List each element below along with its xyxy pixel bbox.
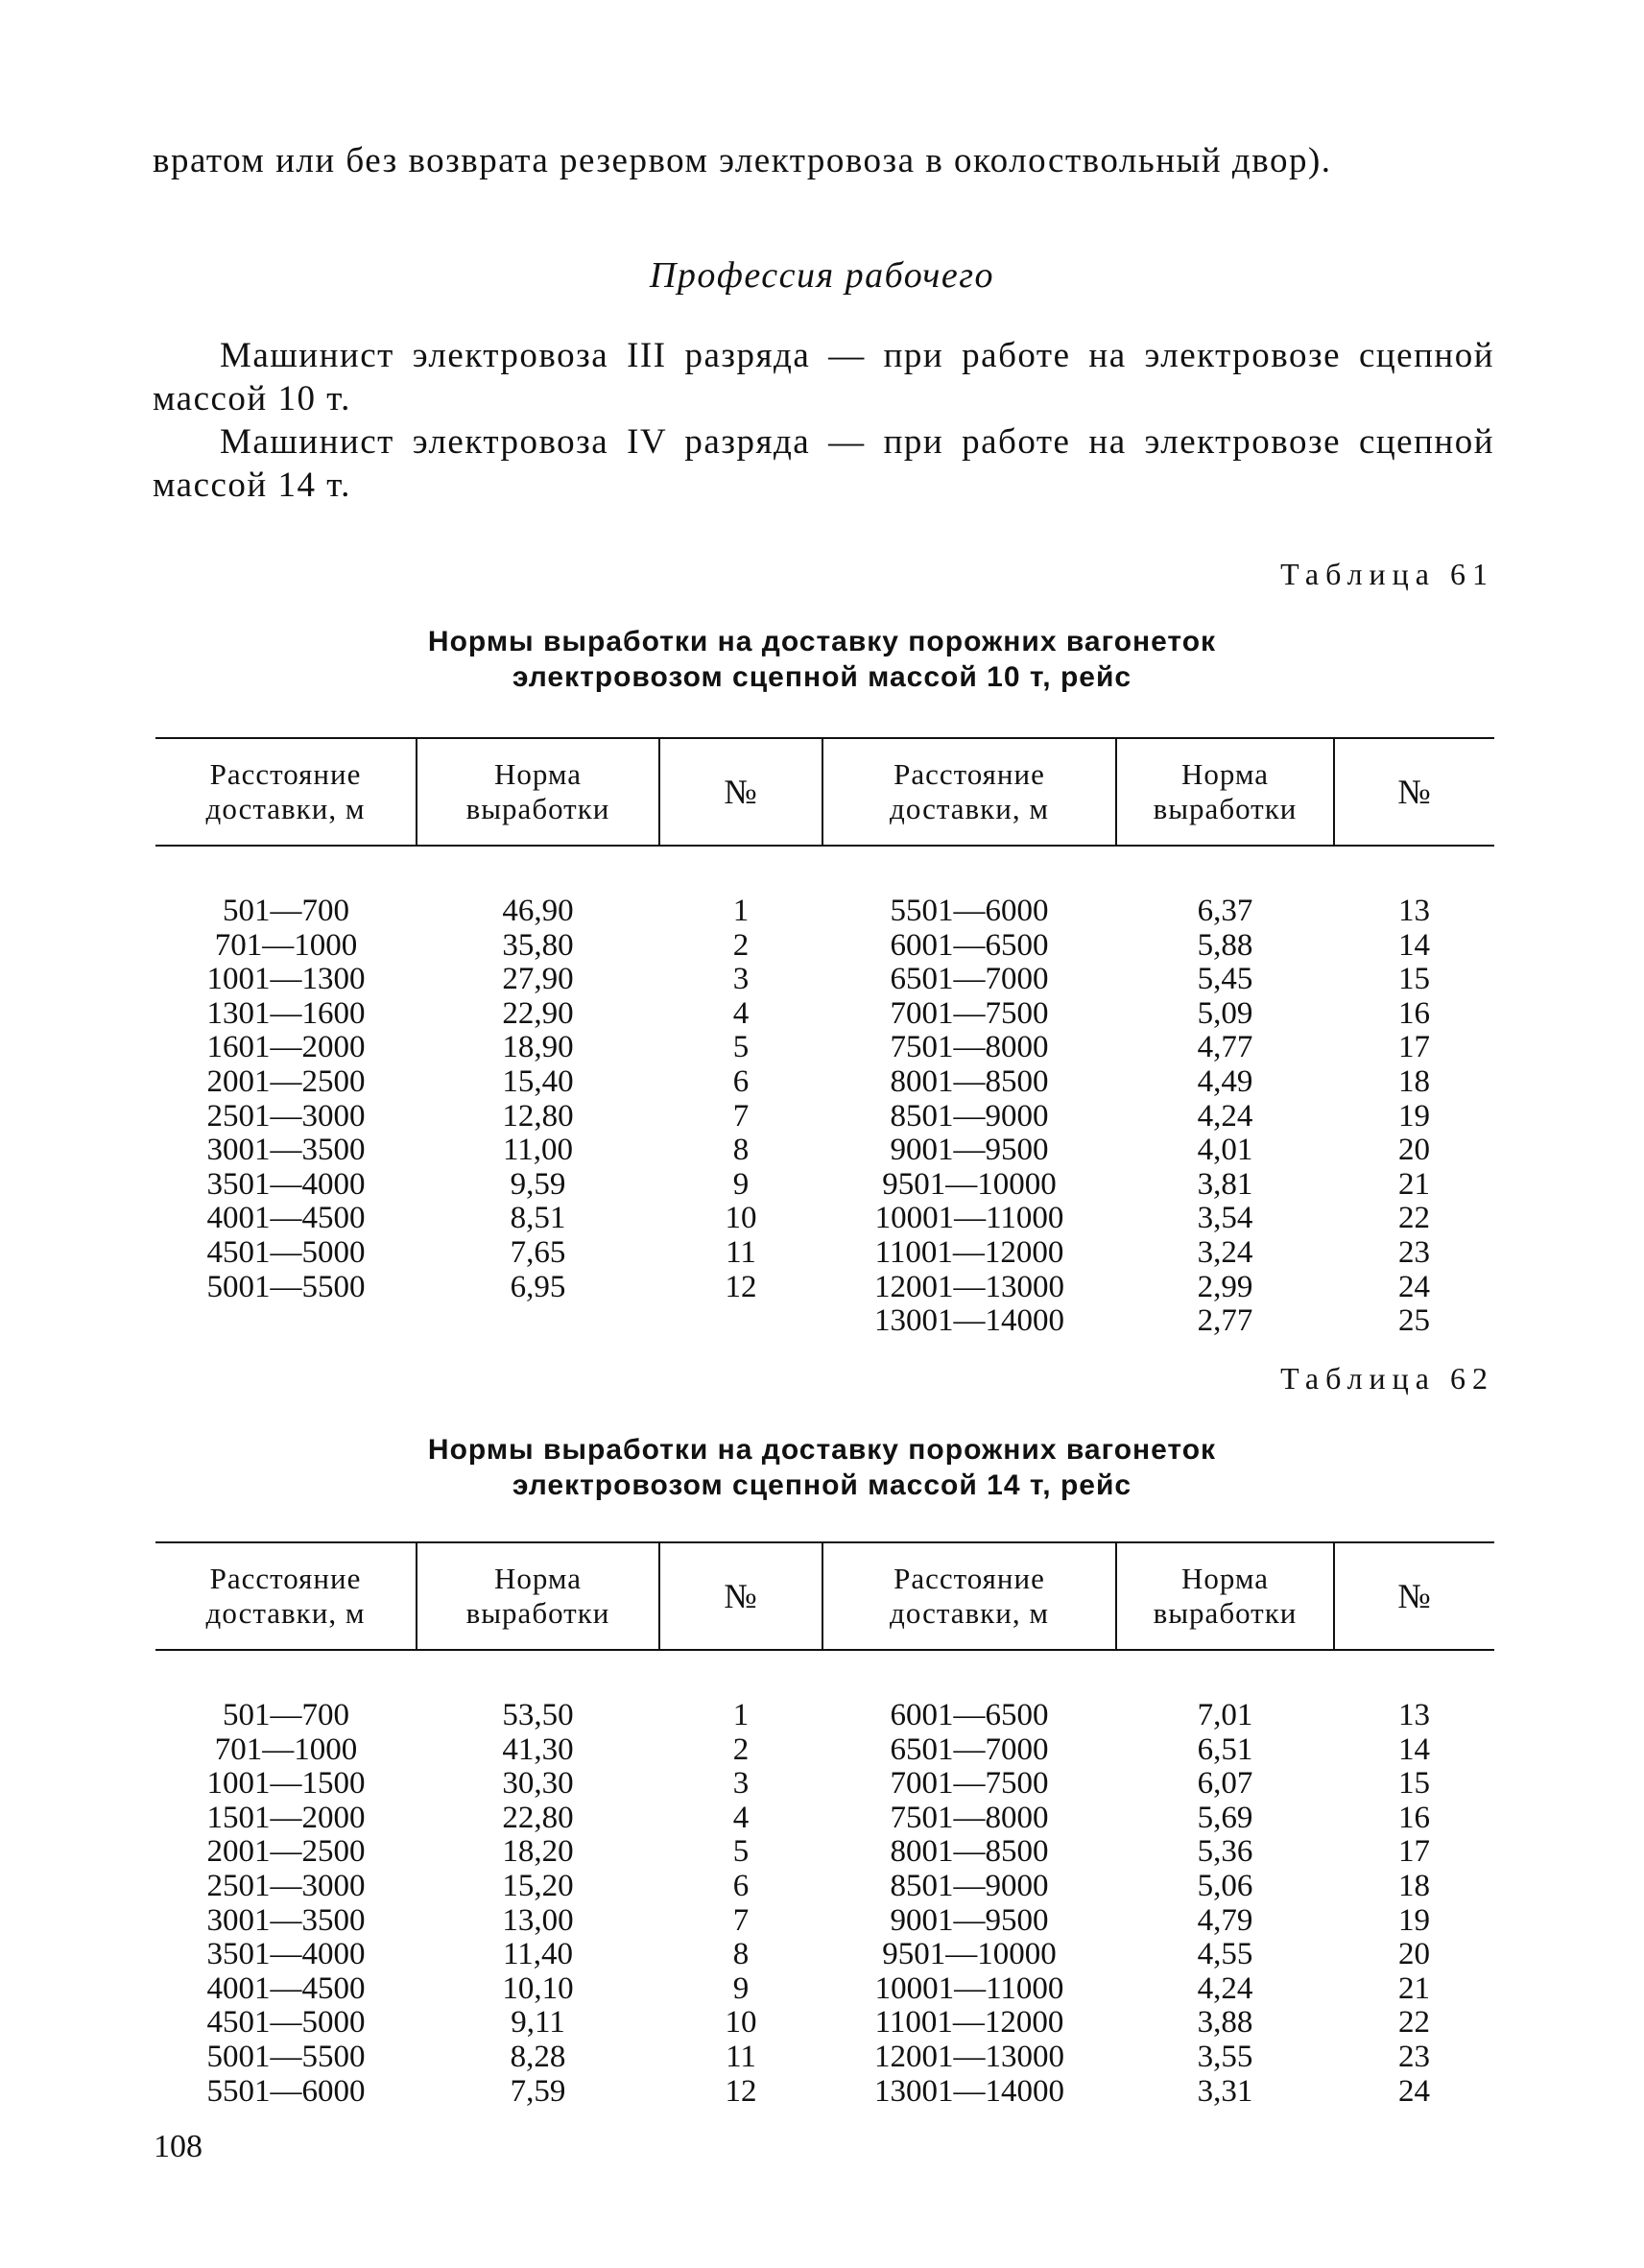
- column-header-number: №: [1334, 738, 1494, 846]
- table-row: [155, 1802, 1494, 1836]
- page-number: 108: [154, 2129, 203, 2164]
- table-row: [155, 1938, 1494, 1972]
- column-header-distance: Расстояние доставки, м: [155, 1542, 417, 1650]
- number-cell: 14: [1398, 1731, 1430, 1767]
- distance-cell: 2501—3000: [206, 1098, 366, 1134]
- table-61-title: [0, 624, 1644, 695]
- number-cell: 10: [725, 2005, 757, 2041]
- table-row: [155, 1972, 1494, 2007]
- number-cell: 18: [1398, 1868, 1430, 1903]
- distance-cell: 701—1000: [214, 1731, 358, 1767]
- norm-cell: 7,65: [510, 1234, 566, 1270]
- paragraph: Машинист электровоза III разряда — при работе на электровозе сцепной массой 10 т.: [153, 336, 1494, 418]
- table-row: [155, 1065, 1494, 1100]
- norm-cell: 13,00: [502, 1902, 574, 1938]
- distance-cell: 10001—11000: [874, 1970, 1064, 2006]
- column-header-distance: Расстояние доставки, м: [822, 1542, 1116, 1650]
- number-cell: 7: [732, 1902, 750, 1938]
- distance-cell: 13001—14000: [874, 2073, 1064, 2109]
- norm-cell: 11,00: [502, 1133, 574, 1168]
- number-cell: 13: [1398, 894, 1430, 928]
- distance-cell: 3501—4000: [206, 1166, 366, 1202]
- table-row: [155, 1870, 1494, 1904]
- number-cell: 25: [1398, 1303, 1430, 1339]
- norm-cell: 4,01: [1197, 1133, 1253, 1168]
- number-cell: 2: [732, 1731, 750, 1767]
- distance-cell: 7001—7500: [890, 1766, 1049, 1802]
- table-row: [155, 997, 1494, 1032]
- distance-cell: 1001—1500: [206, 1766, 366, 1802]
- distance-cell: 9001—9500: [890, 1902, 1049, 1938]
- title-line: электровозом сцепной массой 10 т, рейс: [512, 661, 1132, 693]
- norm-cell: 3,88: [1197, 2005, 1253, 2041]
- distance-cell: 5501—6000: [206, 2073, 366, 2109]
- norm-cell: 5,69: [1197, 1800, 1253, 1835]
- distance-cell: 11001—12000: [874, 1234, 1064, 1270]
- distance-cell: 7501—8000: [890, 1800, 1049, 1835]
- distance-cell: 501—700: [223, 1698, 349, 1732]
- table-row: [155, 1031, 1494, 1065]
- title-line: электровозом сцепной массой 14 т, рейс: [512, 1469, 1132, 1501]
- norm-cell: 2,99: [1197, 1269, 1253, 1304]
- norm-cell: 4,24: [1197, 1098, 1253, 1134]
- profession-paragraphs: [153, 334, 1494, 507]
- norm-cell: 3,24: [1197, 1234, 1253, 1270]
- table-row: [155, 2006, 1494, 2041]
- distance-cell: 6501—7000: [890, 962, 1049, 997]
- distance-cell: 4501—5000: [206, 2005, 366, 2041]
- number-cell: 1: [732, 1698, 750, 1732]
- distance-cell: 8001—8500: [890, 1063, 1049, 1099]
- number-cell: 18: [1398, 1063, 1430, 1099]
- table-row: [155, 1236, 1494, 1271]
- norm-cell: 5,45: [1197, 962, 1253, 997]
- table-62: [155, 1541, 1494, 2109]
- table-row: [155, 963, 1494, 997]
- distance-cell: 12001—13000: [874, 1269, 1064, 1304]
- number-cell: 9: [732, 1166, 750, 1202]
- norm-cell: 41,30: [502, 1731, 574, 1767]
- norm-cell: 7,59: [510, 2073, 566, 2109]
- intro-continuation: [153, 139, 1494, 182]
- norm-cell: 6,51: [1197, 1731, 1253, 1767]
- number-cell: 8: [732, 1133, 750, 1168]
- number-cell: 3: [732, 1766, 750, 1802]
- norm-cell: 10,10: [502, 1970, 574, 2006]
- norm-cell: 27,90: [502, 962, 574, 997]
- number-cell: 5: [732, 1834, 750, 1870]
- column-header-norm: Норма выработки: [1116, 1542, 1334, 1650]
- norm-cell: 18,20: [502, 1834, 574, 1870]
- number-cell: 19: [1398, 1902, 1430, 1938]
- norm-cell: 6,37: [1197, 894, 1253, 928]
- title-line: Нормы выработки на доставку порожних вагонеток: [427, 626, 1217, 657]
- norm-cell: [417, 1304, 659, 1339]
- norm-cell: 22,80: [502, 1800, 574, 1835]
- norm-cell: 46,90: [502, 894, 574, 928]
- number-cell: 12: [725, 1269, 757, 1304]
- table-row: [155, 1168, 1494, 1203]
- norm-cell: 12,80: [502, 1098, 574, 1134]
- norm-cell: 15,40: [502, 1063, 574, 1099]
- distance-cell: 6001—6500: [890, 927, 1049, 963]
- norm-cell: 3,81: [1197, 1166, 1253, 1202]
- number-cell: 4: [732, 995, 750, 1031]
- continuation-text: вратом или без возврата резервом электровоза в околоствольный двор).: [153, 141, 1332, 180]
- number-cell: 14: [1398, 927, 1430, 963]
- column-header-distance: Расстояние доставки, м: [155, 738, 417, 846]
- distance-cell: 8001—8500: [890, 1834, 1049, 1870]
- number-cell: 19: [1398, 1098, 1430, 1134]
- norm-cell: 53,50: [502, 1698, 574, 1732]
- table-row: [155, 2041, 1494, 2075]
- number-cell: 6: [732, 1063, 750, 1099]
- norm-cell: 5,09: [1197, 995, 1253, 1031]
- distance-cell: 13001—14000: [874, 1303, 1064, 1339]
- number-cell: 16: [1398, 1800, 1430, 1835]
- column-header-number: №: [659, 1542, 822, 1650]
- norm-cell: 15,20: [502, 1868, 574, 1903]
- norm-cell: 4,55: [1197, 1937, 1253, 1972]
- table-row: [155, 1100, 1494, 1134]
- table-row: [155, 1835, 1494, 1870]
- number-cell: 15: [1398, 1766, 1430, 1802]
- norm-cell: 3,31: [1197, 2073, 1253, 2109]
- distance-cell: 1001—1300: [206, 962, 366, 997]
- norm-cell: 4,24: [1197, 1970, 1253, 2006]
- distance-cell: 7501—8000: [890, 1030, 1049, 1065]
- number-cell: 17: [1398, 1834, 1430, 1870]
- number-cell: 8: [732, 1937, 750, 1972]
- table-row: [155, 1271, 1494, 1305]
- number-cell: 13: [1398, 1698, 1430, 1732]
- number-cell: 20: [1398, 1937, 1430, 1972]
- distance-cell: 11001—12000: [874, 2005, 1064, 2041]
- number-cell: 22: [1398, 1201, 1430, 1236]
- distance-cell: 5501—6000: [890, 894, 1049, 928]
- norm-cell: 3,55: [1197, 2039, 1253, 2074]
- number-cell: 2: [732, 927, 750, 963]
- table-row: [155, 929, 1494, 964]
- number-cell: 15: [1398, 962, 1430, 997]
- distance-cell: 2501—3000: [206, 1868, 366, 1903]
- distance-cell: 501—700: [223, 894, 349, 928]
- distance-cell: 1501—2000: [206, 1800, 366, 1835]
- table-row: [155, 1767, 1494, 1802]
- norm-cell: 18,90: [502, 1030, 574, 1065]
- distance-cell: 701—1000: [214, 927, 358, 963]
- norm-cell: 4,77: [1197, 1030, 1253, 1065]
- distance-cell: 3001—3500: [206, 1133, 366, 1168]
- distance-cell: 4501—5000: [206, 1234, 366, 1270]
- norm-cell: 3,54: [1197, 1201, 1253, 1236]
- distance-cell: 9501—10000: [882, 1166, 1057, 1202]
- number-cell: 4: [732, 1800, 750, 1835]
- table-row: [155, 1650, 1494, 1733]
- norm-cell: 8,28: [510, 2039, 566, 2074]
- distance-cell: 9501—10000: [882, 1937, 1057, 1972]
- number-cell: 21: [1398, 1166, 1430, 1202]
- number-cell: 7: [732, 1098, 750, 1134]
- distance-cell: 2001—2500: [206, 1063, 366, 1099]
- number-cell: 11: [726, 2039, 756, 2074]
- distance-cell: 9001—9500: [890, 1133, 1049, 1168]
- norm-cell: 6,95: [510, 1269, 566, 1304]
- table-row: [155, 1134, 1494, 1168]
- distance-cell: 8501—9000: [890, 1098, 1049, 1134]
- distance-cell: 5001—5500: [206, 1269, 366, 1304]
- distance-cell: 6001—6500: [890, 1698, 1049, 1732]
- norm-cell: 22,90: [502, 995, 574, 1031]
- norm-cell: 5,88: [1197, 927, 1253, 963]
- distance-cell: 2001—2500: [206, 1834, 366, 1870]
- number-cell: 5: [732, 1030, 750, 1065]
- norm-cell: 9,59: [510, 1166, 566, 1202]
- table-61: [155, 737, 1494, 1339]
- norm-cell: 30,30: [502, 1766, 574, 1802]
- distance-cell: 10001—11000: [874, 1201, 1064, 1236]
- distance-cell: 7001—7500: [890, 995, 1049, 1031]
- number-cell: 16: [1398, 995, 1430, 1031]
- table-61-label: Таблица 61: [1280, 557, 1494, 591]
- distance-cell: 3501—4000: [206, 1937, 366, 1972]
- distance-cell: 12001—13000: [874, 2039, 1064, 2074]
- distance-cell: 1301—1600: [206, 995, 366, 1031]
- column-header-distance: Расстояние доставки, м: [822, 738, 1116, 846]
- table-row: [155, 1304, 1494, 1339]
- number-cell: 9: [732, 1970, 750, 2006]
- norm-cell: 8,51: [510, 1201, 566, 1236]
- norm-cell: 6,07: [1197, 1766, 1253, 1802]
- table-row: [155, 1733, 1494, 1768]
- table-row: [155, 1202, 1494, 1236]
- title-line: Нормы выработки на доставку порожних вагонеток: [427, 1434, 1217, 1466]
- norm-cell: 7,01: [1197, 1698, 1253, 1732]
- table-62-title: [0, 1432, 1644, 1503]
- number-cell: 10: [725, 1201, 757, 1236]
- paragraph: Машинист электровоза IV разряда — при работе на электровозе сцепной массой 14 т.: [153, 422, 1494, 505]
- number-cell: 1: [732, 894, 750, 928]
- number-cell: 24: [1398, 1269, 1430, 1304]
- distance-cell: [155, 1304, 417, 1339]
- table-row: [155, 846, 1494, 929]
- distance-cell: 5001—5500: [206, 2039, 366, 2074]
- table-62-label: Таблица 62: [1280, 1361, 1494, 1396]
- norm-cell: 2,77: [1197, 1303, 1253, 1339]
- header-row: [155, 738, 1494, 846]
- norm-cell: 5,06: [1197, 1868, 1253, 1903]
- number-cell: 3: [732, 962, 750, 997]
- distance-cell: 1601—2000: [206, 1030, 366, 1065]
- number-cell: 23: [1398, 2039, 1430, 2074]
- norm-cell: 4,49: [1197, 1063, 1253, 1099]
- number-cell: [659, 1304, 822, 1339]
- distance-cell: 6501—7000: [890, 1731, 1049, 1767]
- distance-cell: 4001—4500: [206, 1201, 366, 1236]
- column-header-norm: Норма выработки: [1116, 738, 1334, 846]
- number-cell: 6: [732, 1868, 750, 1903]
- number-cell: 22: [1398, 2005, 1430, 2041]
- number-cell: 11: [726, 1234, 756, 1270]
- column-header-norm: Норма выработки: [417, 1542, 659, 1650]
- number-cell: 24: [1398, 2073, 1430, 2109]
- column-header-number: №: [1334, 1542, 1494, 1650]
- table-row: [155, 2075, 1494, 2110]
- norm-cell: 9,11: [511, 2005, 565, 2041]
- number-cell: 12: [725, 2073, 757, 2109]
- column-header-norm: Норма выработки: [417, 738, 659, 846]
- number-cell: 17: [1398, 1030, 1430, 1065]
- number-cell: 20: [1398, 1133, 1430, 1168]
- number-cell: 23: [1398, 1234, 1430, 1270]
- norm-cell: 35,80: [502, 927, 574, 963]
- norm-cell: 11,40: [502, 1937, 574, 1972]
- distance-cell: 4001—4500: [206, 1970, 366, 2006]
- norm-cell: 4,79: [1197, 1902, 1253, 1938]
- section-heading: Профессия рабочего: [649, 255, 995, 296]
- distance-cell: 3001—3500: [206, 1902, 366, 1938]
- norm-cell: 5,36: [1197, 1834, 1253, 1870]
- column-header-number: №: [659, 738, 822, 846]
- distance-cell: 8501—9000: [890, 1868, 1049, 1903]
- table-row: [155, 1904, 1494, 1939]
- number-cell: 21: [1398, 1970, 1430, 2006]
- header-row: [155, 1542, 1494, 1650]
